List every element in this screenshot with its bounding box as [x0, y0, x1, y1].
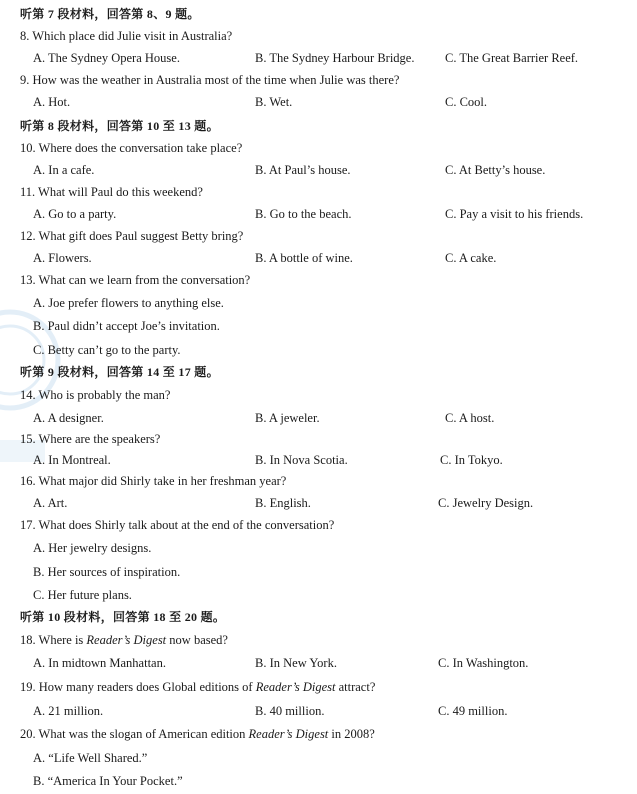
section-header: 听第 10 段材料，回答第 18 至 20 题。	[20, 610, 226, 624]
question-text: 14. Who is probably the man?	[20, 388, 171, 402]
option-a: A. Art.	[33, 496, 68, 510]
publication-title: Reader’s Digest	[248, 727, 329, 741]
question-text: 9. How was the weather in Australia most of the time when Julie was there?	[20, 73, 400, 87]
option-b: B. 40 million.	[255, 704, 325, 718]
question-text: 20. What was the slogan of American edition Reader’s Digest in 2008?	[20, 727, 375, 741]
option-b: B. Wet.	[255, 95, 293, 109]
option-b: B. In New York.	[255, 656, 337, 670]
publication-title: Reader’s Digest	[86, 633, 167, 647]
option-c: C. Betty can’t go to the party.	[33, 343, 181, 357]
section-header: 听第 7 段材料，回答第 8、9 题。	[20, 7, 200, 21]
option-b: B. In Nova Scotia.	[255, 453, 348, 467]
option-a: A. Go to a party.	[33, 207, 117, 221]
section-header: 听第 9 段材料，回答第 14 至 17 题。	[20, 365, 219, 379]
option-a: A. In midtown Manhattan.	[33, 656, 166, 670]
publication-title: Reader’s Digest	[255, 680, 336, 694]
option-b: B. English.	[255, 496, 311, 510]
question-text: 18. Where is Reader’s Digest now based?	[20, 633, 228, 647]
option-a: A. In Montreal.	[33, 453, 111, 467]
option-b: B. Paul didn’t accept Joe’s invitation.	[33, 319, 220, 333]
option-c: C. A cake.	[445, 251, 497, 265]
option-b: B. At Paul’s house.	[255, 163, 351, 177]
question-text: 12. What gift does Paul suggest Betty bring?	[20, 229, 244, 243]
option-c: C. Cool.	[445, 95, 488, 109]
option-a: A. Her jewelry designs.	[33, 541, 152, 555]
section-header: 听第 8 段材料，回答第 10 至 13 题。	[20, 119, 219, 133]
question-text: 17. What does Shirly talk about at the end of the conversation?	[20, 518, 335, 532]
option-a: A. 21 million.	[33, 704, 104, 718]
option-b: B. A jeweler.	[255, 411, 320, 425]
option-b: B. A bottle of wine.	[255, 251, 353, 265]
option-c: C. At Betty’s house.	[445, 163, 546, 177]
option-c: C. Her future plans.	[33, 588, 132, 602]
option-c: C. In Tokyo.	[440, 453, 503, 467]
option-a: A. Hot.	[33, 95, 71, 109]
option-c: C. Pay a visit to his friends.	[445, 207, 584, 221]
option-c: C. A host.	[445, 411, 495, 425]
option-b: B. Go to the beach.	[255, 207, 352, 221]
option-b: B. Her sources of inspiration.	[33, 565, 181, 579]
option-a: A. Flowers.	[33, 251, 92, 265]
question-text: 16. What major did Shirly take in her freshman year?	[20, 474, 287, 488]
option-c: C. The Great Barrier Reef.	[445, 51, 579, 65]
option-b: B. The Sydney Harbour Bridge.	[255, 51, 415, 65]
option-c: C. Jewelry Design.	[438, 496, 534, 510]
question-text: 19. How many readers does Global editions of Reader’s Digest attract?	[20, 680, 376, 694]
option-a: A. Joe prefer flowers to anything else.	[33, 296, 224, 310]
option-a: A. The Sydney Opera House.	[33, 51, 180, 65]
question-text: 13. What can we learn from the conversation?	[20, 273, 251, 287]
option-c: C. In Washington.	[438, 656, 529, 670]
option-c: C. 49 million.	[438, 704, 508, 718]
option-b: B. “America In Your Pocket.”	[33, 774, 183, 788]
option-a: A. A designer.	[33, 411, 104, 425]
question-text: 15. Where are the speakers?	[20, 432, 161, 446]
question-text: 8. Which place did Julie visit in Australia?	[20, 29, 233, 43]
question-text: 11. What will Paul do this weekend?	[20, 185, 203, 199]
question-text: 10. Where does the conversation take place?	[20, 141, 243, 155]
option-a: A. In a cafe.	[33, 163, 95, 177]
option-a: A. “Life Well Shared.”	[33, 751, 148, 765]
